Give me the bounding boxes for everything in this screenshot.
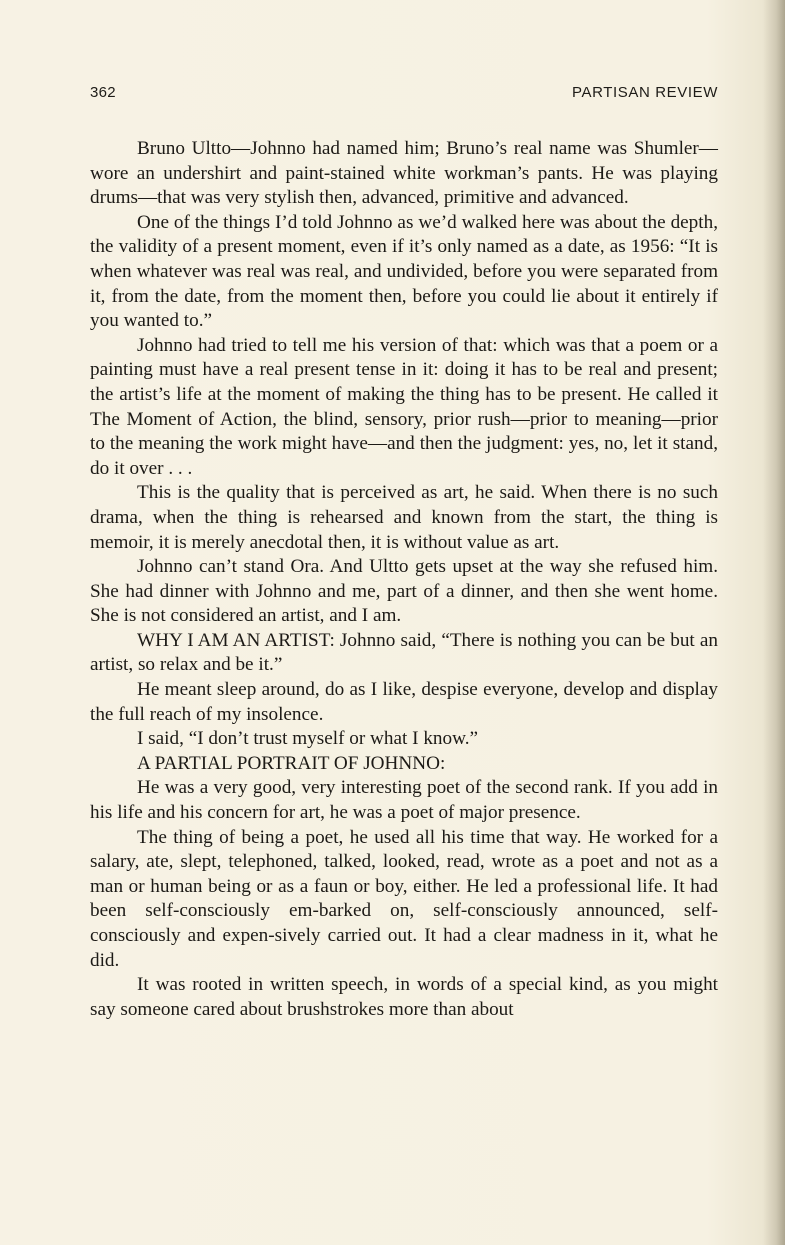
paragraph: This is the quality that is perceived as art, he said. When there is no such drama, when the thing is rehearsed and known from the start, the thing is memoir, it is merely anecdotal then, it is without value as art. [90,482,718,553]
section-heading: A PARTIAL PORTRAIT OF JOHNNO: [137,752,446,774]
page-header [90,84,718,106]
paragraph: Johnno had tried to tell me his version of that: which was that a poem or a painting must have a real present tense in it: doing it has to be real and present; the artist’s life at the moment of making the thing has to be present. He called it The Moment of Action, the blind, sensory, prior rush—prior to meaning—prior to the meaning the work might have—and then the judgment: yes, no, let it stand, do it over . . . [90,334,718,479]
page-number: 362 [90,84,116,101]
paragraph: The thing of being a poet, he used all his time that way. He worked for a salary, ate, slept, telephoned, talked, looked, read, wrote as a poet and not as a man or human being or as a faun or boy, either. He led a professional life. It had been self-consciously em-barked on, self-consciously announced, self-consciously and expen-sively carried out. It had a clear madness in it, what he did. [90,826,718,971]
paragraph: It was rooted in written speech, in words of a special kind, as you might say someone cared about brushstrokes more than about [90,974,718,1020]
body-text [90,137,718,1022]
paragraph: Bruno Ultto—Johnno had named him; Bruno’s real name was Shumler—wore an undershirt and paint-stained white workman’s pants. He was playing drums—that was very stylish then, advanced, primitive and advanced. [90,138,718,209]
paragraph: I said, “I don’t trust myself or what I know.” [137,728,479,750]
paragraph: Johnno can’t stand Ora. And Ultto gets upset at the way she refused him. She had dinner with Johnno and me, part of a dinner, and then she went home. She is not considered an artist, and I am. [90,556,718,627]
paragraph: WHY I AM AN ARTIST: Johnno said, “There is nothing you can be but an artist, so relax and be it.” [90,629,718,676]
paragraph: He meant sleep around, do as I like, despise everyone, develop and display the full reach of my insolence. [90,679,718,725]
paragraph: One of the things I’d told Johnno as we’d walked here was about the depth, the validity of a present moment, even if it’s only named as a date, as 1956: “It is when whatever was real was real, and undivided, before you were separated from it, from the date, from the moment then, before you could lie about it entirely if you wanted to.” [90,211,718,332]
paragraph: He was a very good, very interesting poet of the second rank. If you add in his life and his concern for art, he was a poet of major presence. [90,777,718,824]
gutter-shadow [763,0,785,1245]
running-head: PARTISAN REVIEW [572,84,718,101]
